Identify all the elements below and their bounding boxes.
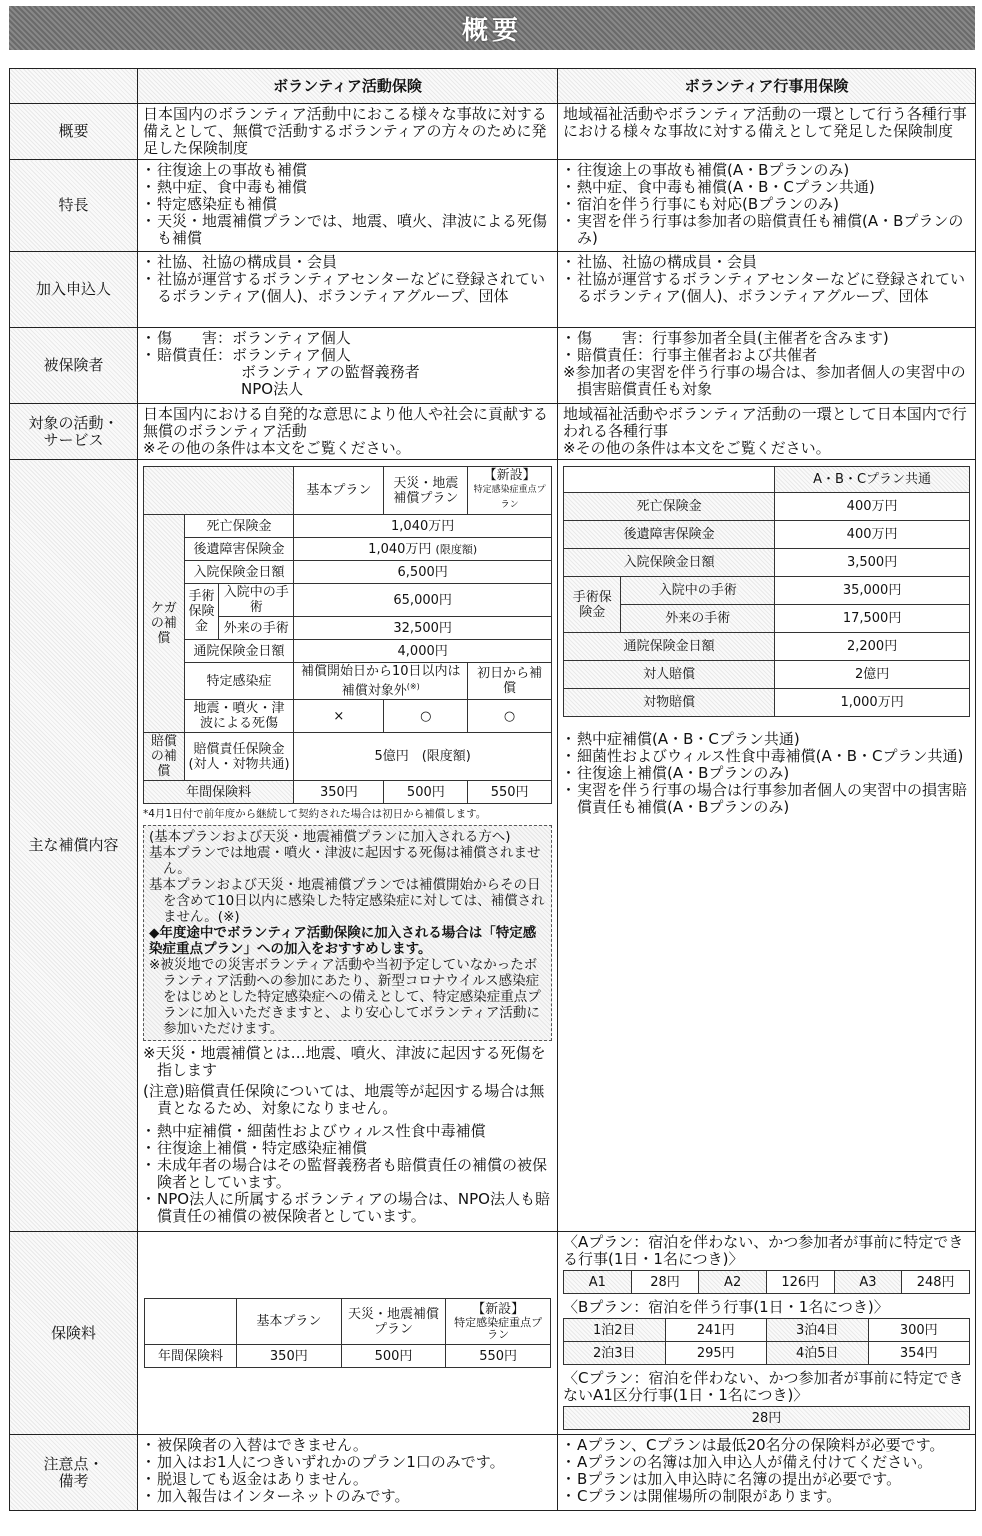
plan-c-title: 〈Cプラン：宿泊を伴わない、かつ参加者が事前に特定できないA1区分行事(1日・1名につき)〉 [563, 1369, 964, 1405]
volunteer-premium-table [144, 1298, 551, 1368]
row-surg-in: 入院中の手術 [621, 577, 775, 605]
plan-c-val: 28円 [564, 1407, 970, 1430]
plan-head-disaster: 天災・地震補償プラン [341, 1299, 446, 1345]
val-death: 400万円 [775, 493, 970, 521]
plan-b-val: 300円 [868, 1319, 970, 1342]
insured-volunteer [138, 328, 558, 404]
coverage-note: ※天災・地震補償とは…地震、噴火、津波に起因する死傷を指します [143, 1044, 546, 1080]
list-item: ・ 往復途上の事故も補償 [143, 162, 552, 179]
val-premium-basic: 350円 [294, 781, 384, 804]
list-item: ・ 実習を伴う行事の場合は行事参加者個人の実習中の損害賠償責任も補償(A・Bプランのみ) [563, 782, 970, 816]
plan-b-title: 〈Bプラン：宿泊を伴う行事(1日・1名につき)〉 [563, 1298, 889, 1317]
list-item: ・ 賠償責任：行事主催者および共催者 [563, 347, 970, 364]
val-infect-basic [294, 663, 468, 700]
plan-b-val: 241円 [665, 1319, 767, 1342]
overview-table [9, 68, 976, 1511]
plan-head-new [446, 1299, 551, 1345]
row-premium: 年間保険料 [145, 1345, 237, 1368]
plan-b-key: 4泊5日 [767, 1342, 869, 1365]
plan-a-table [563, 1270, 970, 1294]
list-item: ・ 往復途上補償・特定感染症補償 [143, 1140, 552, 1157]
notice-line: 基本プランおよび天災・地震補償プランでは補償開始からその日を含めて10日以内に感染した特定感染症に対しては、補償されません。(※) [149, 877, 545, 926]
corner-cell [10, 69, 138, 104]
inner-corner [564, 467, 775, 493]
row-head-premium: 保険料 [10, 1232, 138, 1435]
row-surg-out: 外来の手術 [219, 617, 294, 640]
list-item: ・ 賠償責任：ボランティア個人 [143, 347, 552, 364]
coverage-volunteer [138, 460, 558, 1232]
val-premium-disaster: 500円 [341, 1345, 446, 1368]
plan-head-basic: 基本プラン [294, 467, 384, 515]
row-infect: 特定感染症 [184, 663, 294, 700]
row-disability: 後遺障害保険金 [564, 521, 775, 549]
row-head-features: 特長 [10, 160, 138, 252]
activities-text: 地域福祉活動やボランティア活動の一環として日本国内で行われる各種行事 [563, 405, 967, 440]
coverage-bullets [143, 1123, 552, 1225]
row-head-line: 注意点・ [43, 1454, 104, 1473]
applicant-event [558, 252, 976, 328]
list-item: ・ NPO法人に所属するボランティアの場合は、NPO法人も賠償責任の補償の被保険者としています。 [143, 1191, 552, 1225]
inner-corner [145, 1299, 237, 1345]
list-item: ・ 細菌性およびウィルス性食中毒補償(A・B・Cプラン共通) [563, 748, 970, 765]
val-property: 1,000万円 [775, 689, 970, 717]
list-item: ・ 社協、社協の構成員・会員 [563, 254, 970, 271]
overview-volunteer: 日本国内のボランティア活動中におこる様々な事故に対する備えとして、無償で活動するボランティアの方々のために発足した保険制度 [138, 104, 558, 160]
list-item: ・ Aプランの名簿は加入申込人が備え付けてください。 [563, 1454, 970, 1471]
plan-a-val: 28円 [631, 1271, 699, 1294]
overview-event: 地域福祉活動やボランティア活動の一環として行う各種行事における様々な事故に対する備えとして発足した保険制度 [558, 104, 976, 160]
val-outpatient: 2,200円 [775, 633, 970, 661]
plan-c-table [563, 1406, 970, 1430]
list-item: ・ Bプランは加入申込時に名簿の提出が必要です。 [563, 1471, 970, 1488]
remarks-event [558, 1435, 976, 1511]
row-head-applicant: 加入申込人 [10, 252, 138, 328]
plan-head-line: 特定感染症重点プラン [473, 485, 546, 510]
row-hosp: 入院保険金日額 [564, 549, 775, 577]
list-item: ・ 被保険者の入替はできません。 [143, 1437, 552, 1454]
activities-volunteer [138, 404, 558, 460]
list-item: ・ 社協が運営するボランティアセンターなどに登録されているボランティア(個人)、ボランティアグループ、団体 [143, 271, 552, 305]
features-volunteer [138, 160, 558, 252]
coverage-footnote: *4月1日付で前年度から継続して契約された場合は初日から補償します。 [143, 808, 487, 821]
row-head-coverage: 主な補償内容 [10, 460, 138, 1232]
list-item: ・ 実習を伴う行事は参加者の賠償責任も補償(A・Bプランのみ) [563, 213, 970, 247]
val-infect-text: 補償開始日から10日以内は補償対象外 [300, 664, 461, 699]
list-item: ・ Cプランは開催場所の制限があります。 [563, 1488, 970, 1505]
volunteer-coverage-table [143, 466, 552, 804]
remarks-volunteer [138, 1435, 558, 1511]
row-property: 対物賠償 [564, 689, 775, 717]
insured-event [558, 328, 976, 404]
notice-line: 基本プランでは地震・噴火・津波に起因する死傷は補償されません。 [149, 845, 541, 878]
plan-head-line: 【新設】 [483, 468, 536, 483]
val-surg-out: 17,500円 [775, 605, 970, 633]
val-quake-new: ○ [468, 700, 552, 733]
coverage-bullets [563, 731, 970, 816]
val-death: 1,040万円 [294, 515, 552, 538]
row-death: 死亡保険金 [184, 515, 294, 538]
list-item: ・ 天災・地震補償プランでは、地震、噴火、津波による死傷も補償 [143, 213, 552, 247]
premium-event [558, 1232, 976, 1435]
plan-b-key: 3泊4日 [767, 1319, 869, 1342]
plan-head-new [468, 467, 552, 515]
plan-b-key: 1泊2日 [564, 1319, 666, 1342]
list-item: ・ 往復途上補償(A・Bプランのみ) [563, 765, 970, 782]
row-surg-in: 入院中の手術 [219, 584, 294, 617]
event-coverage-table [563, 466, 970, 717]
val-disability [294, 538, 552, 561]
insured-line: ボランティアの監督義務者 [241, 363, 420, 381]
row-outpatient: 通院保険金日額 [564, 633, 775, 661]
activities-note: ※その他の条件は本文をご覧ください。 [143, 439, 411, 457]
val-disability: 400万円 [775, 521, 970, 549]
row-surg-out: 外来の手術 [621, 605, 775, 633]
plan-a-val: 248円 [902, 1271, 970, 1294]
row-head-insured: 被保険者 [10, 328, 138, 404]
row-premium: 年間保険料 [144, 781, 294, 804]
row-person: 対人賠償 [564, 661, 775, 689]
list-item: ・ 脱退しても返金はありません。 [143, 1471, 552, 1488]
row-outpatient: 通院保険金日額 [184, 640, 294, 663]
event-plan-head: A・B・Cプラン共通 [775, 467, 970, 493]
val-premium-basic: 350円 [237, 1345, 342, 1368]
coverage-event [558, 460, 976, 1232]
val-infect-mark: (※) [406, 682, 420, 691]
val-premium-new: 550円 [446, 1345, 551, 1368]
list-item: ・ Aプラン、Cプランは最低20名分の保険料が必要です。 [563, 1437, 970, 1454]
val-outpatient: 4,000円 [294, 640, 552, 663]
plan-a-key: A1 [564, 1271, 632, 1294]
list-item: ・ 特定感染症も補償 [143, 196, 552, 213]
row-head-activities [10, 404, 138, 460]
list-item: ・ 傷 害：ボランティア個人 [143, 330, 552, 347]
title-banner [9, 6, 975, 50]
notice-line: (基本プランおよび天災・地震補償プランに加入される方へ) [149, 829, 511, 846]
col-head-event: ボランティア行事用保険 [558, 69, 976, 104]
val-disability-amount: 1,040万円 [368, 541, 432, 557]
activities-event [558, 404, 976, 460]
row-death: 死亡保険金 [564, 493, 775, 521]
plan-head-basic: 基本プラン [237, 1299, 342, 1345]
val-liability: 5億円 (限度額) [294, 733, 552, 781]
list-item: ・ 未成年者の場合はその監督義務者も賠償責任の補償の被保険者としています。 [143, 1157, 552, 1191]
row-head-overview: 概要 [10, 104, 138, 160]
insured-line: NPO法人 [241, 380, 304, 398]
row-head-line: サービス [43, 430, 104, 449]
val-surg-out: 32,500円 [294, 617, 552, 640]
notice-box [143, 825, 552, 1041]
notice-line: ※被災地での災害ボランティア活動や当初予定していなかったボランティア活動への参加にあたり、新型コロナウイルス感染症をはじめとした特定感染症への備えとして、特定感染症重点プランに加入いただきますと、より安心してボランティア活動に参加いただけます。 [149, 957, 541, 1038]
row-hosp: 入院保険金日額 [184, 561, 294, 584]
applicant-volunteer [138, 252, 558, 328]
activities-text: 日本国内における自発的な意思により他人や社会に貢献する無償のボランティア活動 [143, 405, 549, 440]
val-hosp: 3,500円 [775, 549, 970, 577]
row-liability: 賠償責任保険金(対人・対物共通) [184, 733, 294, 781]
val-quake-disaster: ○ [384, 700, 468, 733]
val-infect-new: 初日から補償 [468, 663, 552, 700]
list-item: ・ 加入報告はインターネットのみです。 [143, 1488, 552, 1505]
val-quake-basic: × [294, 700, 384, 733]
features-event [558, 160, 976, 252]
plan-b-val: 295円 [665, 1342, 767, 1365]
plan-a-title: 〈Aプラン：宿泊を伴わない、かつ参加者が事前に特定できる行事(1日・1名につき)〉 [563, 1233, 964, 1269]
list-item: ・ 熱中症補償・細菌性およびウィルス性食中毒補償 [143, 1123, 552, 1140]
val-premium-disaster: 500円 [384, 781, 468, 804]
list-item: ・ 熱中症、食中毒も補償 [143, 179, 552, 196]
plan-head-line: 特定感染症重点プラン [454, 1316, 543, 1342]
row-head-line: 備考 [58, 1471, 89, 1490]
plan-b-table [563, 1318, 970, 1365]
row-quake: 地震・噴火・津波による死傷 [184, 700, 294, 733]
row-head-line: 対象の活動・ [28, 413, 119, 432]
val-surg-in: 35,000円 [775, 577, 970, 605]
list-item: ・ 傷 害：行事参加者全員(主催者を含みます) [563, 330, 970, 347]
page-title: 概要 [461, 15, 522, 46]
val-disability-limit: (限度額) [435, 542, 478, 556]
plan-a-key: A3 [834, 1271, 902, 1294]
row-surgery: 手術保険金 [184, 584, 218, 640]
insured-note: ※参加者の実習を伴う行事の場合は、参加者個人の実習中の損害賠償責任も対象 [563, 363, 966, 398]
coverage-note: (注意)賠償責任保険については、地震等が起因する場合は無責となるため、対象になりません。 [143, 1082, 545, 1118]
list-item: ・ 社協、社協の構成員・会員 [143, 254, 552, 271]
notice-line: ◆年度途中でボランティア活動保険に加入される場合は「特定感染症重点プラン」への加入をおすすめします。 [149, 925, 537, 958]
row-surgery: 手術保険金 [564, 577, 621, 633]
list-item: ・ 社協が運営するボランティアセンターなどに登録されているボランティア(個人)、ボランティアグループ、団体 [563, 271, 970, 305]
val-hosp: 6,500円 [294, 561, 552, 584]
list-item: ・ 加入はお1人につきいずれかのプラン1口のみです。 [143, 1454, 552, 1471]
activities-note: ※その他の条件は本文をご覧ください。 [563, 439, 831, 457]
list-item: ・ 熱中症補償(A・B・Cプラン共通) [563, 731, 970, 748]
val-premium-new: 550円 [468, 781, 552, 804]
plan-a-val: 126円 [766, 1271, 834, 1294]
val-person: 2億円 [775, 661, 970, 689]
list-item: ・ 熱中症、食中毒も補償(A・B・Cプラン共通) [563, 179, 970, 196]
list-item: ・ 宿泊を伴う行事にも対応(Bプランのみ) [563, 196, 970, 213]
list-item: ・ 往復途上の事故も補償(A・Bプランのみ) [563, 162, 970, 179]
inner-corner [144, 467, 294, 515]
val-surg-in: 65,000円 [294, 584, 552, 617]
row-disability: 後遺障害保険金 [184, 538, 294, 561]
group-injury: ケガの補償 [144, 515, 185, 733]
plan-head-line: 【新設】 [472, 1302, 525, 1318]
group-liability: 賠償の補償 [144, 733, 185, 781]
premium-volunteer [138, 1232, 558, 1435]
plan-b-key: 2泊3日 [564, 1342, 666, 1365]
plan-head-disaster: 天災・地震補償プラン [384, 467, 468, 515]
col-head-volunteer: ボランティア活動保険 [138, 69, 558, 104]
plan-b-val: 354円 [868, 1342, 970, 1365]
row-head-remarks [10, 1435, 138, 1511]
plan-a-key: A2 [699, 1271, 767, 1294]
